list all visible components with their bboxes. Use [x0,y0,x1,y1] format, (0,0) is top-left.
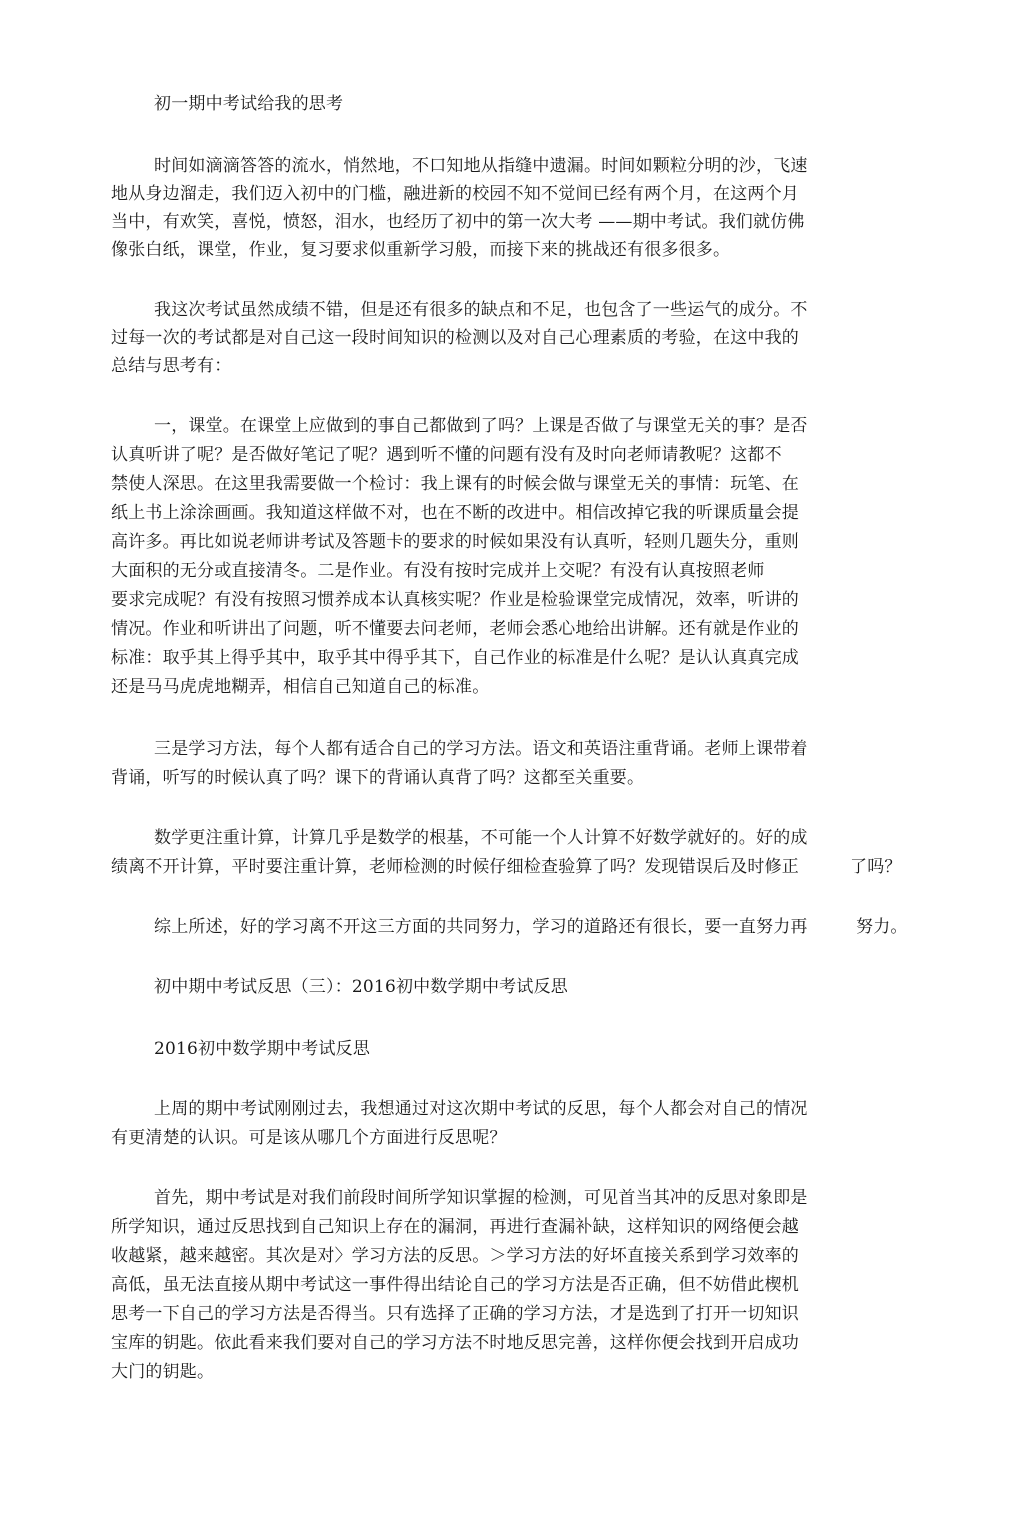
document-title: 初一期中考试给我的思考 [154,94,344,114]
paragraph-line: 所学知识，通过反思找到自己知识上存在的漏洞，再进行查漏补缺，这样知识的网络便会越 [111,1217,799,1237]
paragraph-line: 高许多。再比如说老师讲考试及答题卡的要求的时候如果没有认真听，轻则几题失分，重则 [111,532,799,552]
paragraph-line: 标准：取乎其上得乎其中，取乎其中得乎其下，自己作业的标准是什么呢？是认认真真完成 [111,648,799,668]
paragraph-line: 总结与思考有： [111,356,232,376]
paragraph-line: 过每一次的考试都是对自己这一段时间知识的检测以及对自己心理素质的考验，在这中我的 [111,328,799,348]
paragraph-line: 背诵，听写的时候认真了吗？课下的背诵认真背了吗？这都至关重要。 [111,768,645,788]
paragraph-line: 认真听讲了呢？是否做好笔记了呢？遇到听不懂的问题有没有及时向老师请教呢？这都不 [111,445,782,465]
paragraph-line: 三是学习方法，每个人都有适合自己的学习方法。语文和英语注重背诵。老师上课带着 [154,739,808,759]
section-heading: 2016初中数学期中考试反思 [154,1039,371,1059]
paragraph-line: 时间如滴滴答答的流水，悄然地，不口知地从指缝中遗漏。时间如颗粒分明的沙，飞速 [154,156,808,176]
paragraph-line: 纸上书上涂涂画画。我知道这样做不对，也在不断的改进中。相信改掉它我的听课质量会提 [111,503,799,523]
paragraph-line: 禁使人深思。在这里我需要做一个检讨：我上课有的时候会做与课堂无关的事情：玩笔、在 [111,474,799,494]
paragraph-line: 还是马马虎虎地糊弄，相信自己知道自己的标准。 [111,677,490,697]
paragraph-line: 绩离不开计算，平时要注重计算，老师检测的时候仔细检查验算了吗？发现错误后及时修正 [111,857,799,877]
paragraph-line: 有更清楚的认识。可是该从哪几个方面进行反思呢？ [111,1128,507,1148]
paragraph-line: 上周的期中考试刚刚过去，我想通过对这次期中考试的反思，每个人都会对自己的情况 [154,1099,808,1119]
paragraph-line: 数学更注重计算，计算几乎是数学的根基，不可能一个人计算不好数学就好的。好的成 [154,828,808,848]
paragraph-line: 高低，虽无法直接从期中考试这一事件得出结论自己的学习方法是否正确，但不妨借此楔机 [111,1275,799,1295]
paragraph-line: 当中，有欢笑，喜悦，愤怒，泪水，也经历了初中的第一次大考 ——期中考试。我们就仿佛 [111,212,805,232]
paragraph-line: 努力。 [856,917,908,937]
paragraph-line: 宝库的钥匙。依此看来我们要对自己的学习方法不时地反思完善，这样你便会找到开启成功 [111,1333,799,1353]
section-heading: 初中期中考试反思（三）：2016初中数学期中考试反思 [154,977,568,997]
paragraph-line: 收越紧，越来越密。其次是对〉学习方法的反思。＞学习方法的好坏直接关系到学习效率的 [111,1246,799,1266]
paragraph-line: 思考一下自己的学习方法是否得当。只有选择了正确的学习方法，才是选到了打开一切知识 [111,1304,799,1324]
paragraph-line: 了吗？ [850,857,902,877]
paragraph-line: 一，课堂。在课堂上应做到的事自己都做到了吗？上课是否做了与课堂无关的事？是否 [154,416,808,436]
paragraph-line: 地从身边溜走，我们迈入初中的门槛，融进新的校园不知不觉间已经有两个月，在这两个月 [111,184,799,204]
paragraph-line: 大门的钥匙。 [111,1362,215,1382]
paragraph-line: 综上所述，好的学习离不开这三方面的共同努力，学习的道路还有很长，要一直努力再 [154,917,808,937]
paragraph-line: 我这次考试虽然成绩不错，但是还有很多的缺点和不足，也包含了一些运气的成分。不 [154,300,808,320]
paragraph-line: 大面积的无分或直接清冬。二是作业。有没有按时完成并上交呢？有没有认真按照老师 [111,561,765,581]
paragraph-line: 情况。作业和听讲出了问题，听不懂要去问老师，老师会悉心地给出讲解。还有就是作业的 [111,619,799,639]
paragraph-line: 像张白纸，课堂，作业，复习要求似重新学习般，而接下来的挑战还有很多很多。 [111,240,731,260]
paragraph-line: 首先，期中考试是对我们前段时间所学知识掌握的检测，可见首当其冲的反思对象即是 [154,1188,808,1208]
paragraph-line: 要求完成呢？有没有按照习惯养成本认真核实呢？作业是检验课堂完成情况，效率，听讲的 [111,590,799,610]
